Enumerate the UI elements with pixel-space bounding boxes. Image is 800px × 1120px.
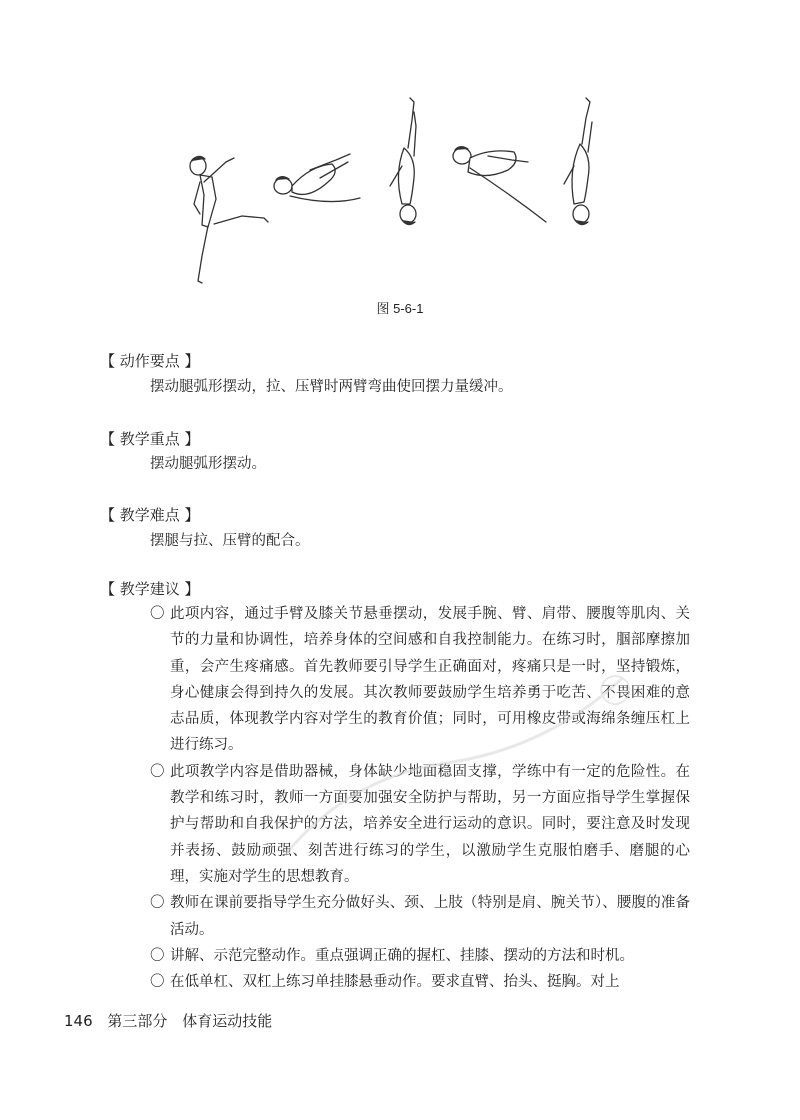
teaching-difficulty-text: 摆腿与拉、压臂的配合。 — [150, 533, 310, 549]
teaching-focus-heading: 【 教学重点 】 — [100, 430, 200, 448]
figure-pose-5 — [564, 98, 592, 225]
list-item — [150, 759, 690, 890]
list-item — [150, 943, 690, 969]
part-label: 第三部分 — [107, 1012, 168, 1030]
list-item — [150, 969, 690, 995]
page-number: 146 — [64, 1012, 93, 1030]
circle-bullet-icon: 〇 — [150, 947, 165, 964]
teaching-suggestions-heading: 【 教学建议 】 — [100, 580, 200, 598]
circle-bullet-icon: 〇 — [150, 895, 165, 912]
figure-pose-3 — [390, 98, 416, 225]
circle-bullet-icon: 〇 — [150, 974, 165, 991]
teaching-focus-text: 摆动腿弧形摆动。 — [150, 456, 266, 472]
suggestion-text: 此项内容，通过手臂及膝关节悬垂摆动，发展手腕、臂、肩带、腰腹等肌肉、关节的力量和协调性，培养身体的空间感和自我控制能力。在练习时，腘部摩擦加重，会产生疼痛感。首先教师要引导学生正确面对，疼痛只是一时，坚持锻炼，身心健康会得到持久的发展。其次教师要鼓励学生培养勇于吃苦、不畏困难的意志品质，体现教学内容对学生的教育价值；同时，可用橡皮带或海绵条缠压杠上进行练习。 — [170, 606, 690, 754]
page-footer — [64, 1010, 282, 1031]
part-title: 体育运动技能 — [182, 1012, 273, 1030]
circle-bullet-icon: 〇 — [150, 763, 165, 780]
key-points-heading: 【 动作要点 】 — [100, 352, 200, 370]
teaching-difficulty-heading: 【 教学难点 】 — [100, 506, 200, 524]
circle-bullet-icon: 〇 — [150, 606, 165, 622]
suggestion-text: 教师在课前要指导学生充分做好头、颈、上肢（特别是肩、腕关节）、腰腹的准备活动。 — [170, 895, 690, 938]
teaching-suggestions-list — [150, 601, 690, 995]
figure-caption: 图 5-6-1 — [376, 301, 424, 316]
suggestion-text: 在低单杠、双杠上练习单挂膝悬垂动作。要求直臂、抬头、挺胸。对上 — [170, 974, 620, 991]
list-item — [150, 890, 690, 943]
key-points-text: 摆动腿弧形摆动，拉、压臂时两臂弯曲使回摆力量缓冲。 — [150, 379, 513, 395]
figure-pose-1 — [190, 156, 268, 283]
suggestion-text: 讲解、示范完整动作。重点强调正确的握杠、挂膝、摆动的方法和时机。 — [170, 947, 634, 964]
list-item — [150, 601, 690, 759]
figure-pose-2 — [274, 154, 360, 202]
suggestion-text: 此项教学内容是借助器械，身体缺少地面稳固支撑，学练中有一定的危险性。在教学和练习时，教师一方面要加强安全防护与帮助，另一方面应指导学生掌握保护与帮助和自我保护的方法，培养安全进行运动的意识。同时，要注意及时发现并表扬、鼓励顽强、刻苦进行练习的学生，以激励学生克服怕磨手、磨腿的心理，实施对学生的思想教育。 — [170, 763, 690, 885]
knee-hang-swing-illustration — [170, 96, 640, 296]
figure-pose-4 — [453, 147, 546, 222]
